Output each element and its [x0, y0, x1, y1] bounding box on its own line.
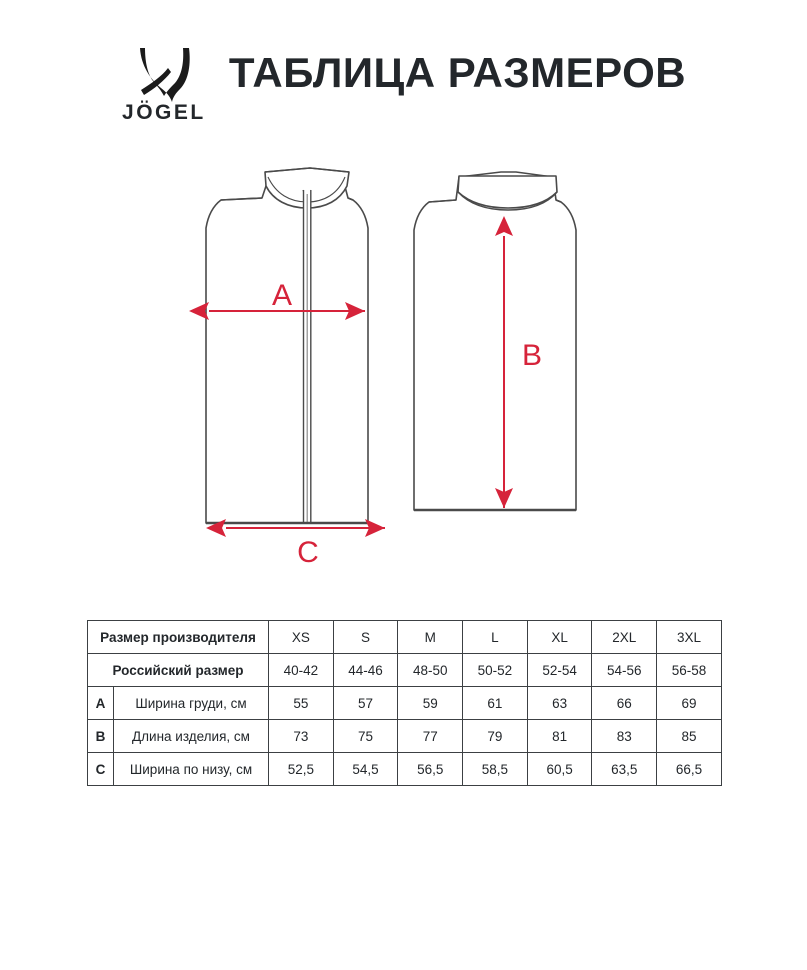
value-b-6: 85 — [657, 720, 722, 753]
value-a-2: 59 — [398, 687, 463, 720]
russian-size-cell-6: 56-58 — [657, 654, 722, 687]
russian-size-cell-5: 54-56 — [592, 654, 657, 687]
measure-b-label: B — [521, 339, 543, 372]
garment-illustration — [0, 150, 807, 590]
value-c-3: 58,5 — [463, 753, 528, 786]
value-a-5: 66 — [592, 687, 657, 720]
size-cell-2xl: 2XL — [592, 621, 657, 654]
jogel-wishbone-logo-icon — [134, 46, 194, 104]
size-table — [87, 620, 722, 786]
russian-size-cell-0: 40-42 — [269, 654, 334, 687]
value-b-5: 83 — [592, 720, 657, 753]
size-table-container — [87, 620, 721, 786]
size-cell-3xl: 3XL — [657, 621, 722, 654]
brand-logo — [121, 42, 207, 134]
size-cell-l: L — [463, 621, 528, 654]
page-title: ТАБЛИЦА РАЗМЕРОВ — [228, 49, 687, 96]
brand-wordmark: JÖGEL — [122, 101, 206, 124]
size-cell-s: S — [333, 621, 398, 654]
table-row-measure-a — [88, 687, 722, 720]
table-row-manufacturer-size — [88, 621, 722, 654]
value-a-1: 57 — [333, 687, 398, 720]
manufacturer-size-label: Размер производителя — [88, 621, 269, 654]
russian-size-cell-3: 50-52 — [463, 654, 528, 687]
vest-front-view — [206, 168, 385, 569]
value-a-6: 69 — [657, 687, 722, 720]
vest-back-view — [414, 172, 576, 510]
row-letter-c: C — [88, 753, 114, 786]
value-b-2: 77 — [398, 720, 463, 753]
russian-size-cell-4: 52-54 — [527, 654, 592, 687]
row-letter-b: B — [88, 720, 114, 753]
value-a-3: 61 — [463, 687, 528, 720]
row-letter-a: A — [88, 687, 114, 720]
value-c-0: 52,5 — [269, 753, 334, 786]
value-b-4: 81 — [527, 720, 592, 753]
row-description-c: Ширина по низу, см — [114, 753, 269, 786]
measure-c-label: C — [297, 536, 319, 569]
value-b-1: 75 — [333, 720, 398, 753]
russian-size-label: Российский размер — [88, 654, 269, 687]
russian-size-cell-2: 48-50 — [398, 654, 463, 687]
value-b-0: 73 — [269, 720, 334, 753]
russian-size-cell-1: 44-46 — [333, 654, 398, 687]
size-cell-xl: XL — [527, 621, 592, 654]
measure-a-label: A — [271, 279, 293, 312]
page-header — [0, 42, 807, 142]
value-c-4: 60,5 — [527, 753, 592, 786]
size-cell-m: M — [398, 621, 463, 654]
value-c-5: 63,5 — [592, 753, 657, 786]
row-description-b: Длина изделия, см — [114, 720, 269, 753]
row-description-a: Ширина груди, см — [114, 687, 269, 720]
table-row-measure-c — [88, 753, 722, 786]
table-row-measure-b — [88, 720, 722, 753]
value-c-1: 54,5 — [333, 753, 398, 786]
value-c-2: 56,5 — [398, 753, 463, 786]
value-a-4: 63 — [527, 687, 592, 720]
size-cell-xs: XS — [269, 621, 334, 654]
table-row-russian-size — [88, 654, 722, 687]
zipper — [303, 190, 311, 523]
value-a-0: 55 — [269, 687, 334, 720]
value-c-6: 66,5 — [657, 753, 722, 786]
value-b-3: 79 — [463, 720, 528, 753]
